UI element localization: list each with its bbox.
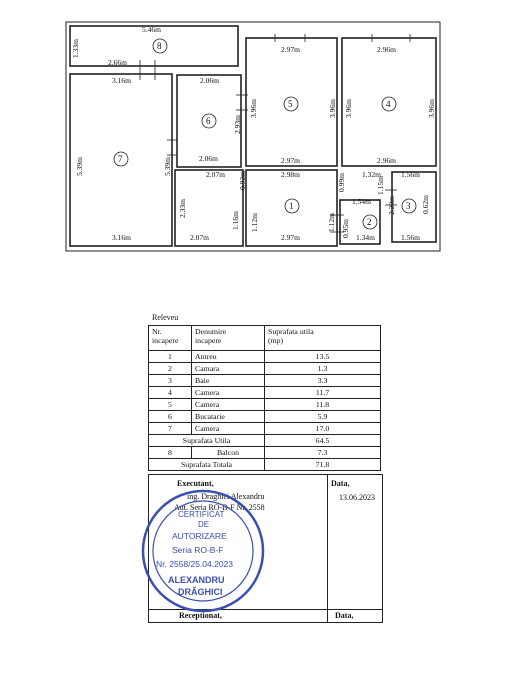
- balcon-nr: 8: [149, 447, 192, 459]
- room-number-4: 4: [386, 99, 391, 109]
- authorization-number: Aut. Seria RO-B-F Nr. 2558: [174, 503, 265, 512]
- stamp-line6: ALEXANDRU: [168, 575, 225, 585]
- dim-room2-left: 0.99m: [337, 173, 346, 192]
- row-nr: 7: [149, 423, 192, 435]
- table-row: [149, 375, 381, 387]
- room-number-2: 2: [367, 217, 372, 227]
- room-number-1: 1: [289, 201, 294, 211]
- executant-date: 13.06.2023: [339, 493, 375, 502]
- balcon-name: Balcon: [192, 447, 265, 459]
- engineer-name: ing. Draghici Alexandru: [187, 492, 265, 501]
- dim-room7-right: 5.39m: [163, 157, 172, 176]
- dim-room6-top: 2.06m: [200, 76, 219, 85]
- dim-room4-right: 3.96m: [427, 99, 436, 118]
- row-nr: 2: [149, 363, 192, 375]
- table-row: [149, 399, 381, 411]
- balcon-row: [149, 447, 381, 459]
- dim-room5-right: 3.96m: [328, 99, 337, 118]
- dim-room1-right: 1.12m: [327, 213, 336, 232]
- dim-balcony-top: 5.46m: [142, 25, 161, 34]
- row-name: Camera: [192, 399, 265, 411]
- dim-room2-inner: 1.54m: [352, 197, 371, 206]
- dim-hall-top-left: 2.07m: [206, 170, 225, 179]
- dim-balcony-bottom: 2.66m: [108, 58, 127, 67]
- dim-room2-right: 1.15m: [376, 176, 385, 195]
- room-number-3: 3: [406, 201, 411, 211]
- dim-room3-right: 0.62m: [421, 195, 430, 214]
- dim-hall-step: 0.92m: [238, 171, 247, 190]
- dim-room1-bottom: 2.97m: [281, 233, 300, 242]
- dim-room5-left: 3.96m: [249, 99, 258, 118]
- row-area: 13.5: [265, 351, 381, 363]
- dim-room6-right: 2.93m: [233, 115, 242, 134]
- row-nr: 4: [149, 387, 192, 399]
- dim-room2-top: 1.32m: [362, 170, 381, 179]
- floor-plan: [0, 0, 518, 300]
- dim-room7-top: 3.16m: [112, 76, 131, 85]
- totala-label: Suprafata Totala: [149, 459, 265, 471]
- dim-room6-bottom: 2.06m: [199, 154, 218, 163]
- dim-room1-top: 2.98m: [281, 170, 300, 179]
- dim-room3-top: 1.56m: [401, 170, 420, 179]
- dim-room2-inner-right: 2.20m: [387, 196, 396, 215]
- row-name: Camera: [192, 423, 265, 435]
- stamp-line1: CERTIFICAT: [178, 510, 225, 519]
- row-area: 1.3: [265, 363, 381, 375]
- utila-row: [149, 435, 381, 447]
- receptionat-label: Receptionat,: [179, 611, 222, 620]
- stamp-line2: DE: [198, 520, 210, 529]
- dim-room1-left: 1.12m: [250, 213, 259, 232]
- dim-room2-bottom: 1.34m: [356, 233, 375, 242]
- dim-hall-small-left: 1.16m: [231, 211, 240, 230]
- data-label: Data,: [331, 479, 350, 488]
- dim-hall-left: 2.33m: [178, 199, 187, 218]
- row-name: Camara: [192, 363, 265, 375]
- row-name: Bucatarie: [192, 411, 265, 423]
- table-row: [149, 411, 381, 423]
- dim-room7-bottom: 3.16m: [112, 233, 131, 242]
- row-area: 17.0: [265, 423, 381, 435]
- row-nr: 1: [149, 351, 192, 363]
- header-name: Denumire incapere: [192, 326, 265, 351]
- table-row: [149, 351, 381, 363]
- data2-label: Data,: [335, 611, 354, 620]
- dim-room4-left: 3.96m: [344, 99, 353, 118]
- dim-room7-left: 5.39m: [75, 157, 84, 176]
- row-nr: 6: [149, 411, 192, 423]
- room-number-7: 7: [118, 154, 123, 164]
- dim-room4-top: 2.96m: [377, 45, 396, 54]
- dim-room5-bottom: 2.97m: [281, 156, 300, 165]
- authorization-stamp: [138, 487, 268, 615]
- table-header-row: [149, 326, 381, 351]
- dim-room4-bottom: 2.96m: [377, 156, 396, 165]
- row-area: 11.8: [265, 399, 381, 411]
- table-row: [149, 363, 381, 375]
- balcon-area: 7.3: [265, 447, 381, 459]
- row-nr: 5: [149, 399, 192, 411]
- row-name: Baie: [192, 375, 265, 387]
- table-row: [149, 423, 381, 435]
- room-number-6: 6: [206, 116, 211, 126]
- stamp-line4: Seria RO-B-F: [172, 545, 224, 555]
- row-area: 11.7: [265, 387, 381, 399]
- header-nr: Nr. incapere: [149, 326, 192, 351]
- utila-value: 64.5: [265, 435, 381, 447]
- totala-row: [149, 459, 381, 471]
- dim-room5-top: 2.97m: [281, 45, 300, 54]
- dim-room3-bottom: 1.56m: [401, 233, 420, 242]
- row-name: Camera: [192, 387, 265, 399]
- relevue-table: [148, 325, 381, 471]
- header-area: Suprafata utila (mp): [265, 326, 381, 351]
- dim-hall-bottom-left: 2.07m: [190, 233, 209, 242]
- utila-label: Suprafata Utila: [149, 435, 265, 447]
- dim-balcony-left: 1.33m: [71, 39, 80, 58]
- executant-label: Executant,: [177, 479, 214, 488]
- room-number-8: 8: [157, 41, 162, 51]
- relevue-label: Releveu: [152, 313, 179, 322]
- room-number-5: 5: [288, 99, 293, 109]
- row-nr: 3: [149, 375, 192, 387]
- stamp-line5: Nr. 2558/25.04.2023: [156, 559, 234, 569]
- table-row: [149, 387, 381, 399]
- row-name: Antreu: [192, 351, 265, 363]
- dim-room2-bottom-left: 0.95m: [341, 219, 350, 238]
- stamp-line3: AUTORIZARE: [172, 531, 227, 541]
- stamp-line7: DRĂGHICI: [178, 587, 223, 597]
- totala-value: 71.8: [265, 459, 381, 471]
- row-area: 5.9: [265, 411, 381, 423]
- row-area: 3.3: [265, 375, 381, 387]
